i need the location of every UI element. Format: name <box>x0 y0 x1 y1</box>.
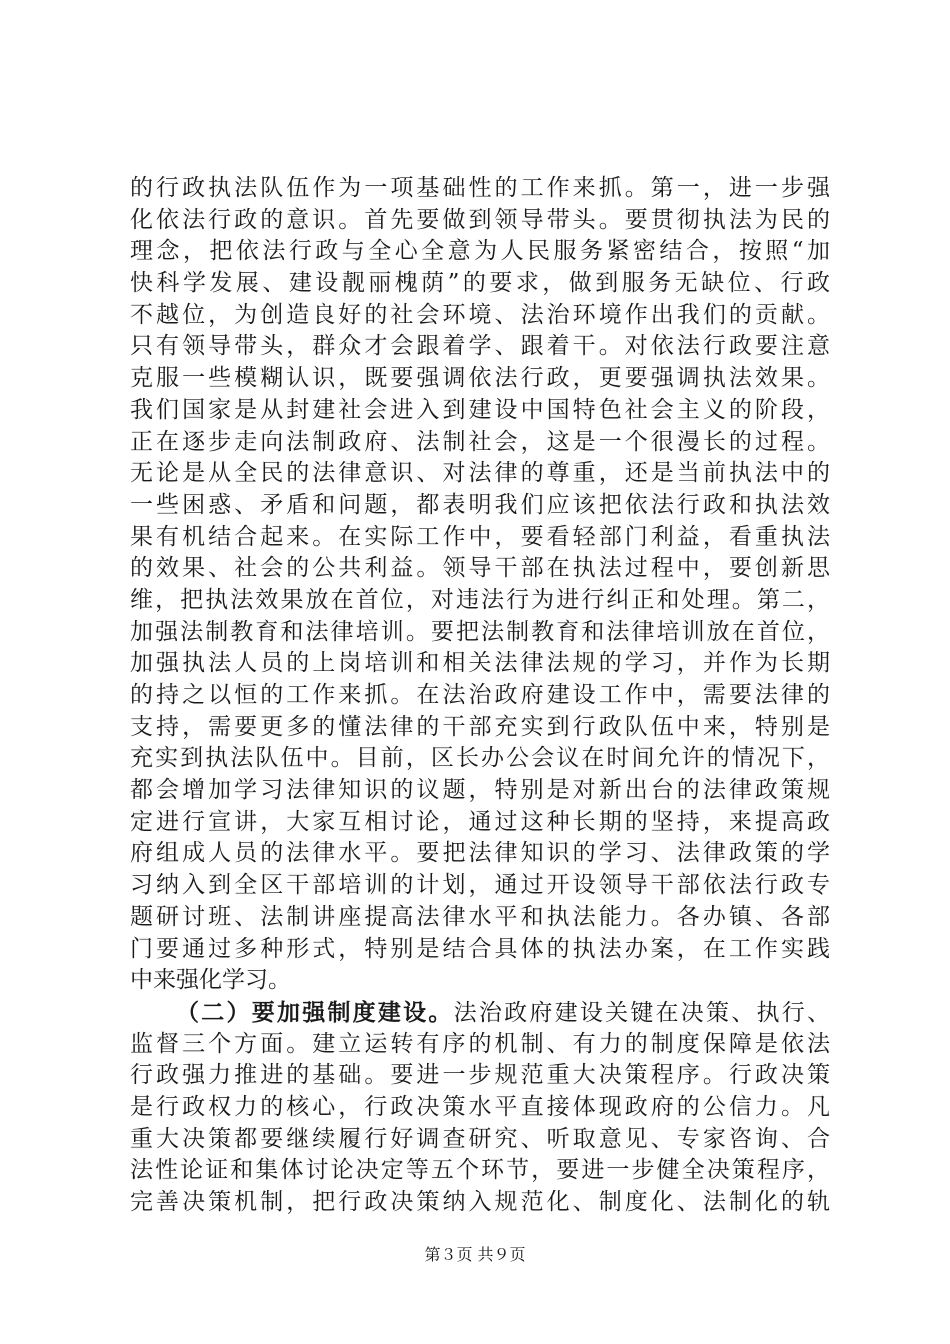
text-line: 定进行宣讲，大家互相讨论，通过这种长期的坚持，来提高政 <box>130 808 830 835</box>
text-line: 行政强力推进的基础。要进一步规范重大决策程序。行政决策 <box>130 1062 830 1089</box>
text-line: 只有领导带头，群众才会跟着学、跟着干。对依法行政要注意 <box>130 333 830 360</box>
text-line: 的行政执法队伍作为一项基础性的工作来抓。第一，进一步强 <box>130 175 830 201</box>
text-line: 一些困惑、矛盾和问题，都表明我们应该把依法行政和执法效 <box>130 491 830 518</box>
text-line: 加强执法人员的上岗培训和相关法律法规的学习，并作为长期 <box>130 650 830 677</box>
page-footer: 第３页 共９页 <box>424 1245 526 1264</box>
text-line: 监督三个方面。建立运转有序的机制、有力的制度保障是依法 <box>130 1030 830 1057</box>
paragraph-2-first-line-text: 法治政府建设关键在决策、执行、 <box>453 999 831 1026</box>
text-line: 果有机结合起来。在实际工作中，要看轻部门利益，看重执法 <box>130 523 830 550</box>
text-line: 支持，需要更多的懂法律的干部充实到行政队伍中来，特别是 <box>130 713 830 740</box>
paragraph-2 <box>130 1029 830 1219</box>
text-line: 都会增加学习法律知识的议题，特别是对新出台的法律政策规 <box>130 777 830 804</box>
text-line: 维，把执法效果放在首位，对违法行为进行纠正和处理。第二， <box>130 586 830 613</box>
section-heading: （二）要加强制度建设。 <box>176 998 454 1026</box>
body-text <box>130 173 830 1219</box>
text-line: 快科学发展、建设靓丽槐荫”的要求，做到服务无缺位、行政 <box>130 270 830 297</box>
text-line: 重大决策都要继续履行好调查研究、听取意见、专家咨询、合 <box>130 1125 830 1152</box>
text-line: 不越位，为创造良好的社会环境、法治环境作出我们的贡献。 <box>130 301 830 328</box>
text-line: 充实到执法队伍中。目前，区长办公会议在时间允许的情况下， <box>130 745 830 772</box>
text-line: 法性论证和集体讨论决定等五个环节，要进一步健全决策程序， <box>130 1157 830 1184</box>
text-line: 习纳入到全区干部培训的计划，通过开设领导干部依法行政专 <box>130 872 830 899</box>
text-line: 完善决策机制，把行政决策纳入规范化、制度化、法制化的轨 <box>130 1189 830 1215</box>
text-line: 我们国家是从封建社会进入到建设中国特色社会主义的阶段， <box>130 396 830 423</box>
text-line: 的持之以恒的工作来抓。在法治政府建设工作中，需要法律的 <box>130 682 830 708</box>
text-line: 克服一些模糊认识，既要强调依法行政，更要强调执法效果。 <box>130 365 830 392</box>
paragraph-2-first-line <box>130 997 830 1029</box>
text-line: 理念，把依法行政与全心全意为人民服务紧密结合，按照“加 <box>130 238 830 265</box>
text-line: 中来强化学习。 <box>130 967 291 994</box>
text-line: 加强法制教育和法律培训。要把法制教育和法律培训放在首位， <box>130 618 830 645</box>
paragraph-1 <box>130 173 830 997</box>
text-line: 无论是从全民的法律意识、对法律的尊重，还是当前执法中的 <box>130 460 830 487</box>
text-line: 门要通过多种形式，特别是结合具体的执法办案，在工作实践 <box>130 935 830 962</box>
text-line: 题研讨班、法制讲座提高法律水平和执法能力。各办镇、各部 <box>130 903 830 930</box>
text-line: 府组成人员的法律水平。要把法律知识的学习、法律政策的学 <box>130 840 830 867</box>
text-line: 化依法行政的意识。首先要做到领导带头。要贯彻执法为民的 <box>130 206 830 233</box>
text-line: 正在逐步走向法制政府、法制社会，这是一个很漫长的过程。 <box>130 428 830 455</box>
text-line: 是行政权力的核心，行政决策水平直接体现政府的公信力。凡 <box>130 1093 830 1120</box>
text-line: 的效果、社会的公共利益。领导干部在执法过程中，要创新思 <box>130 555 830 582</box>
